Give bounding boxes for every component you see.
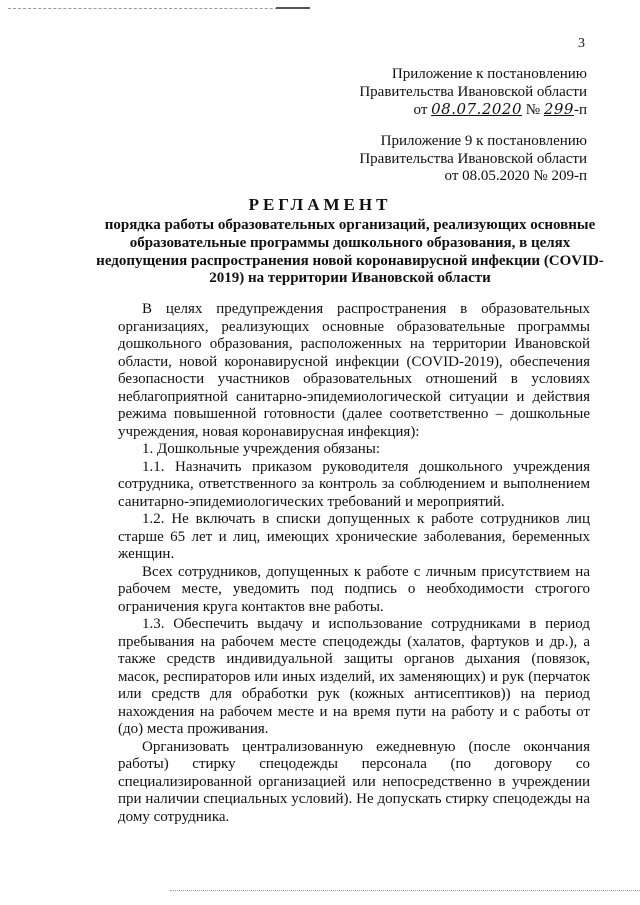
scan-artifact-top-mark — [276, 7, 310, 9]
document-body — [118, 301, 590, 826]
paragraph-preamble: В целях предупреждения распространения в образовательных организациях, реализующих основные образовательные программы дошкольного образования, расположенных на территории Ивановской области, новой коронавирусной инфекции (COVID-2019), обеспечения безопасности участников образовательных отношений в условиях неблагоприятной санитарно-эпидемиологической ситуации и действия режима повышенной готовности (далее соответственно – дошкольные учреждения, новая коронавирусная инфекция): — [118, 301, 590, 440]
paragraph-1-2-notice: Всех сотрудников, допущенных к работе с личным присутствием на рабочем месте, уведомить под подпись о необходимости строгого ограничения круга контактов вне работы. — [118, 563, 590, 615]
scan-artifact-top — [8, 8, 308, 11]
appendix-previous-line1: Приложение 9 к постановлению — [380, 133, 587, 149]
handwritten-date: 08.07.2020 — [431, 100, 523, 118]
page-number: 3 — [578, 36, 585, 51]
paragraph-1: 1. Дошкольные учреждения обязаны: — [142, 441, 381, 457]
number-suffix: -п — [573, 102, 587, 118]
paragraph-1-3: 1.3. Обеспечить выдачу и использование сотрудниками в период пребывания на рабочем месте спецодежды (халатов, фартуков и др.), а также средств индивидуальной защиты органов дыхания (повязок, масок, респираторов или иных изделий, их заменяющих) и рук (перчаток или средств для обработки рук (кожных антисептиков)) на период нахождения на рабочем месте и на время пути на работу и с работы от (до) места проживания. — [118, 616, 590, 737]
appendix-current-date-line — [359, 101, 587, 120]
appendix-current-line2: Правительства Ивановской области — [359, 83, 587, 100]
appendix-current-line1: Приложение к постановлению — [391, 66, 587, 82]
date-prefix: от — [413, 102, 428, 118]
appendix-current — [359, 66, 587, 120]
paragraph-1-3-laundry: Организовать централизованную ежедневную (после окончания работы) стирку спецодежды персонала (по договору со специализированной организацией или непосредственно в учреждении при наличии специальных условий). Не допускать стирку спецодежды на дому сотрудника. — [118, 738, 590, 825]
paragraph-1-1: 1.1. Назначить приказом руководителя дошкольного учреждения сотрудника, ответственного за контроль за соблюдением и выполнением санитарно-эпидемиологических требований и мероприятий. — [118, 458, 590, 510]
number-prefix: № — [525, 102, 541, 118]
scan-artifact-bottom — [170, 890, 640, 893]
paragraph-1-2: 1.2. Не включать в списки допущенных к работе сотрудников лиц старше 65 лет и лиц, имеющих хронические заболевания, беременных женщин. — [118, 511, 590, 562]
appendix-previous — [359, 133, 587, 186]
appendix-previous-line3: от 08.05.2020 № 209-п — [444, 168, 587, 184]
appendix-previous-line2: Правительства Ивановской области — [359, 150, 587, 167]
document-title: РЕГЛАМЕНТ — [248, 195, 392, 214]
handwritten-number: 299 — [543, 100, 574, 118]
document-subtitle: порядка работы образовательных организаций, реализующих основные образовательные программы дошкольного образования, в целях недопущения распространения новой коронавирусной инфекции (COVID-2019) на территории Ивановской области — [96, 217, 604, 287]
